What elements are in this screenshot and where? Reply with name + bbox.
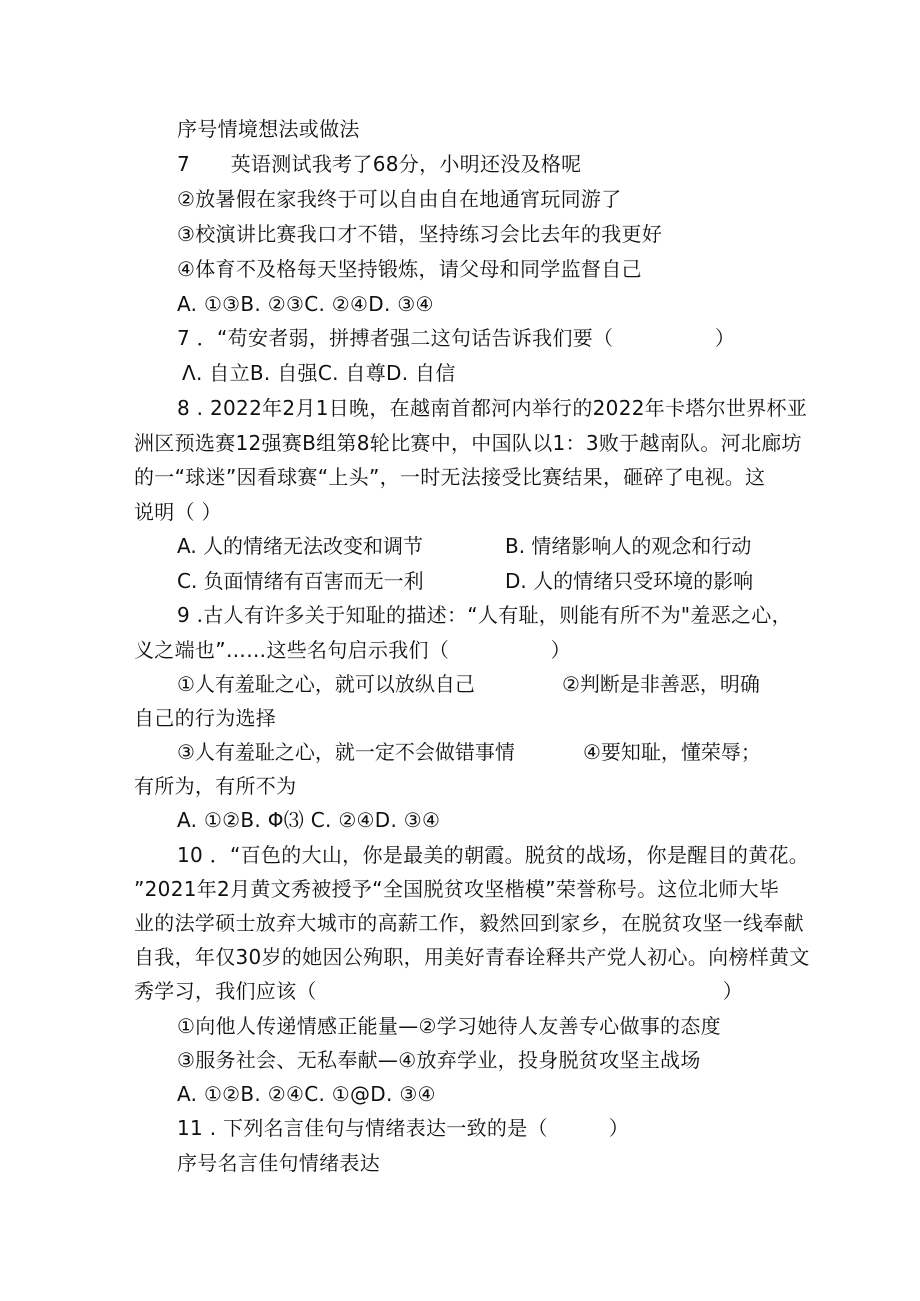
q8-stem-3: 的一“球迷”因看球赛“上头”，一时无法接受比赛结果，砸碎了电视。这 [134,465,766,489]
q9-item-4-cont: 有所为，有所不为 [134,774,297,798]
q9-item-2-cont: 自己的行为选择 [134,706,277,730]
situation-2: ②放暑假在家我终于可以自由自在地通宵玩同游了 [177,187,622,211]
q10-item-1-2: ①向他人传递情感正能量—②学习她待人友善专心做事的态度 [177,1014,721,1038]
q9-options: A. ①②B. Φ⑶ C. ②④D. ③④ [177,808,441,832]
q8-stem-4: 说明（ ） [134,500,222,524]
q10-stem-5: 秀学习，我们应该（ ） [134,979,743,1003]
situation-1: 7 英语测试我考了68分，小明还没及格呢 [177,152,582,176]
situation-4: ④体育不及格每天坚持锻炼，请父母和同学监督自己 [177,257,642,281]
table-header-1: 序号情境想法或做法 [177,117,360,141]
q9-item-4: ④要知耻，懂荣辱； [583,740,761,764]
q9-item-2: ②判断是非善恶，明确 [562,672,760,696]
q8-option-d: D. 人的情绪只受环境的影响 [505,569,754,593]
q8-option-b: B. 情绪影响人的观念和行动 [505,534,752,558]
q10-stem-1: 10 ．“百色的大山，你是最美的朝霞。脱贫的战场，你是醒目的黄花。 [177,843,810,867]
q8-option-a: A. 人的情绪无法改变和调节 [177,534,424,558]
q8-stem-1: 8 . 2022年2月1日晚，在越南首都河内举行的2022年卡塔尔世界杯亚 [177,396,808,420]
q11-stem: 11 . 下列名言佳句与情绪表达一致的是（ ） [177,1116,630,1140]
q9-stem-2: 义之端也”……这些名句启示我们（ ） [134,638,571,662]
situation-3: ③校演讲比赛我口才不错，坚持练习会比去年的我更好 [177,222,663,246]
q9-stem-1: 9 .古人有许多关于知耻的描述：“人有耻，则能有所不为"羞恶之心， [177,603,792,627]
q10-options: A. ①②B. ②④C. ①@D. ③④ [177,1082,436,1106]
q9-item-1: ①人有羞耻之心，就可以放纵自己 [177,672,475,696]
q10-stem-2: ”2021年2月黄文秀被授予“全国脱贫攻坚楷模”荣誉称号。这位北师大毕 [134,877,780,901]
q8-stem-2: 洲区预选赛12强赛B组第8轮比赛中，中国队以1：3败于越南队。河北廊坊 [134,431,802,455]
q7-options: Λ. 自立B. 自强C. 自尊D. 自信 [182,361,456,385]
q10-item-3-4: ③服务社会、无私奉献—④放弃学业，投身脱贫攻坚主战场 [177,1048,701,1072]
q9-item-3: ③人有羞耻之心，就一定不会做错事情 [177,740,515,764]
q8-option-c: C. 负面情绪有百害而无一利 [177,569,424,593]
q10-stem-4: 自我，年仅30岁的她因公殉职，用美好青春诠释共产党人初心。向榜样黄文 [134,945,810,969]
q10-stem-3: 业的法学硕士放弃大城市的高薪工作，毅然回到家乡，在脱贫攻坚一线奉献 [134,911,804,935]
q6-options: A. ①③B. ②③C. ②④D. ③④ [177,292,434,316]
q7-stem: 7 ．“苟安者弱，拼搏者强二这句话告诉我们要（ ） [177,326,736,350]
table-header-2: 序号名言佳句情绪表达 [177,1151,380,1175]
